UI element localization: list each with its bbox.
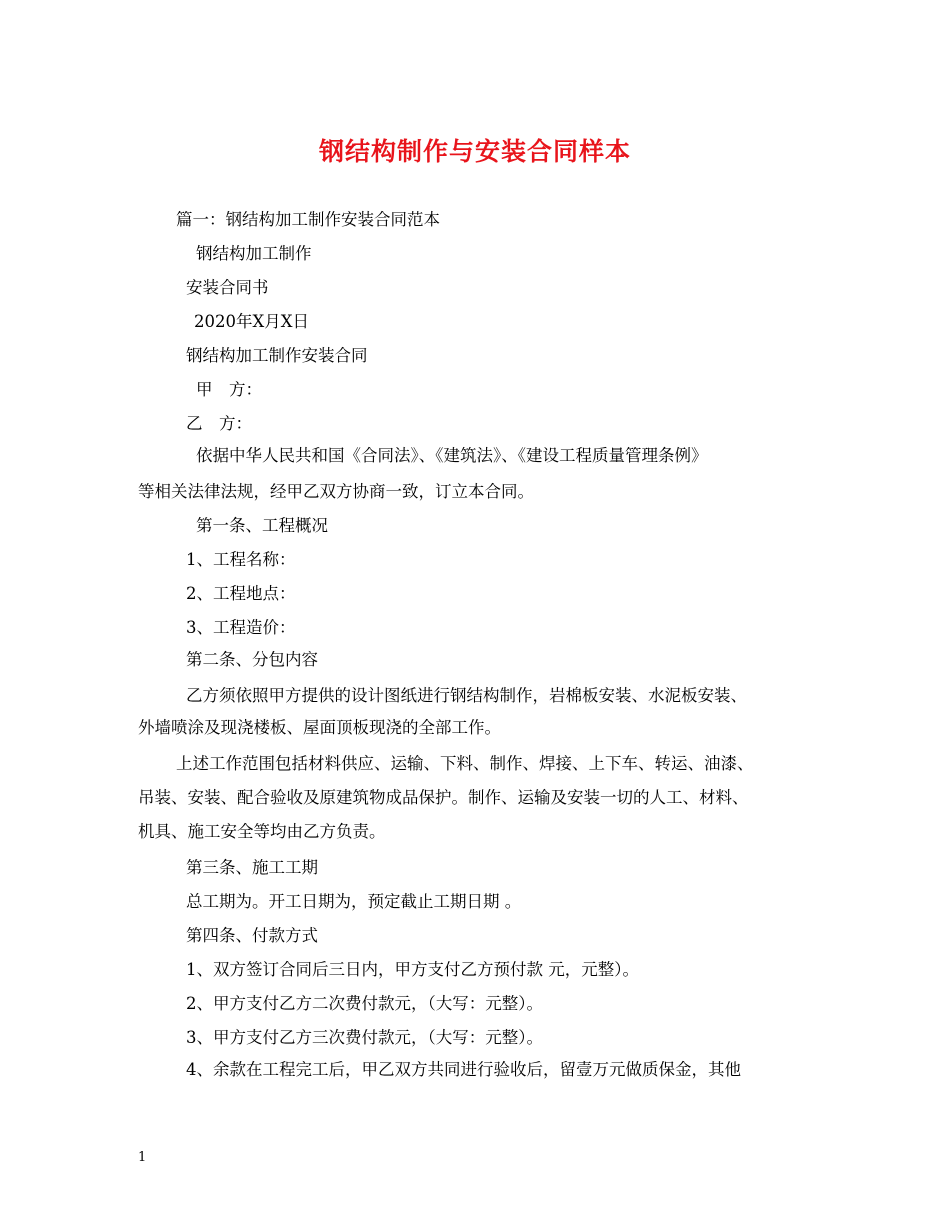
party-b-line: 乙 方： — [186, 414, 252, 433]
paragraph-line: 乙方须依照甲方提供的设计图纸进行钢结构制作，岩棉板安装、水泥板安装、 — [186, 686, 747, 705]
article-heading: 第一条、工程概况 — [196, 516, 328, 535]
text-line: 3、甲方支付乙方三次费付款元，（大写：元整）。 — [186, 1028, 543, 1047]
document-title: 钢结构制作与安装合同样本 — [318, 137, 631, 166]
contract-subtitle: 钢结构加工制作安装合同 — [186, 346, 368, 365]
text-line: 3、工程造价： — [186, 618, 296, 637]
text-line: 1、工程名称： — [186, 550, 296, 569]
article-heading: 第三条、施工工期 — [186, 858, 318, 877]
paragraph-line: 外墙喷涂及现浇楼板、屋面顶板现浇的全部工作。 — [138, 718, 501, 737]
article-heading: 第四条、付款方式 — [186, 926, 318, 945]
text-line: 钢结构加工制作 — [196, 244, 312, 263]
paragraph-line: 吊装、安装、配合验收及原建筑物成品保护。制作、运输及安装一切的人工、材料、 — [138, 788, 749, 807]
text-line: 2、工程地点： — [186, 584, 296, 603]
page-number: 1 — [138, 1150, 147, 1165]
paragraph-line: 依据中华人民共和国《合同法》、《建筑法》、《建设工程质量管理条例》 — [196, 446, 708, 465]
article-heading: 第二条、分包内容 — [186, 650, 318, 669]
party-a-line: 甲 方： — [196, 380, 262, 399]
paragraph-line: 机具、施工安全等均由乙方负责。 — [138, 822, 386, 841]
text-line: 2、甲方支付乙方二次费付款元，（大写：元整）。 — [186, 994, 543, 1013]
section-heading-part-one: 篇一：钢结构加工制作安装合同范本 — [176, 210, 440, 229]
text-line: 安装合同书 — [186, 278, 269, 297]
text-line: 1、双方签订合同后三日内，甲方支付乙方预付款 元，元整）。 — [186, 960, 639, 979]
paragraph-line: 上述工作范围包括材料供应、运输、下料、制作、焊接、上下车、转运、油漆、 — [176, 754, 754, 773]
paragraph-line: 等相关法律法规，经甲乙双方协商一致，订立本合同。 — [138, 482, 534, 501]
text-line: 4、余款在工程完工后，甲乙双方共同进行验收后，留壹万元做质保金，其他 — [186, 1060, 741, 1079]
date-line: 2020年X月X日 — [194, 312, 309, 331]
text-line: 总工期为。开工日期为，预定截止工期日期 。 — [186, 892, 522, 911]
